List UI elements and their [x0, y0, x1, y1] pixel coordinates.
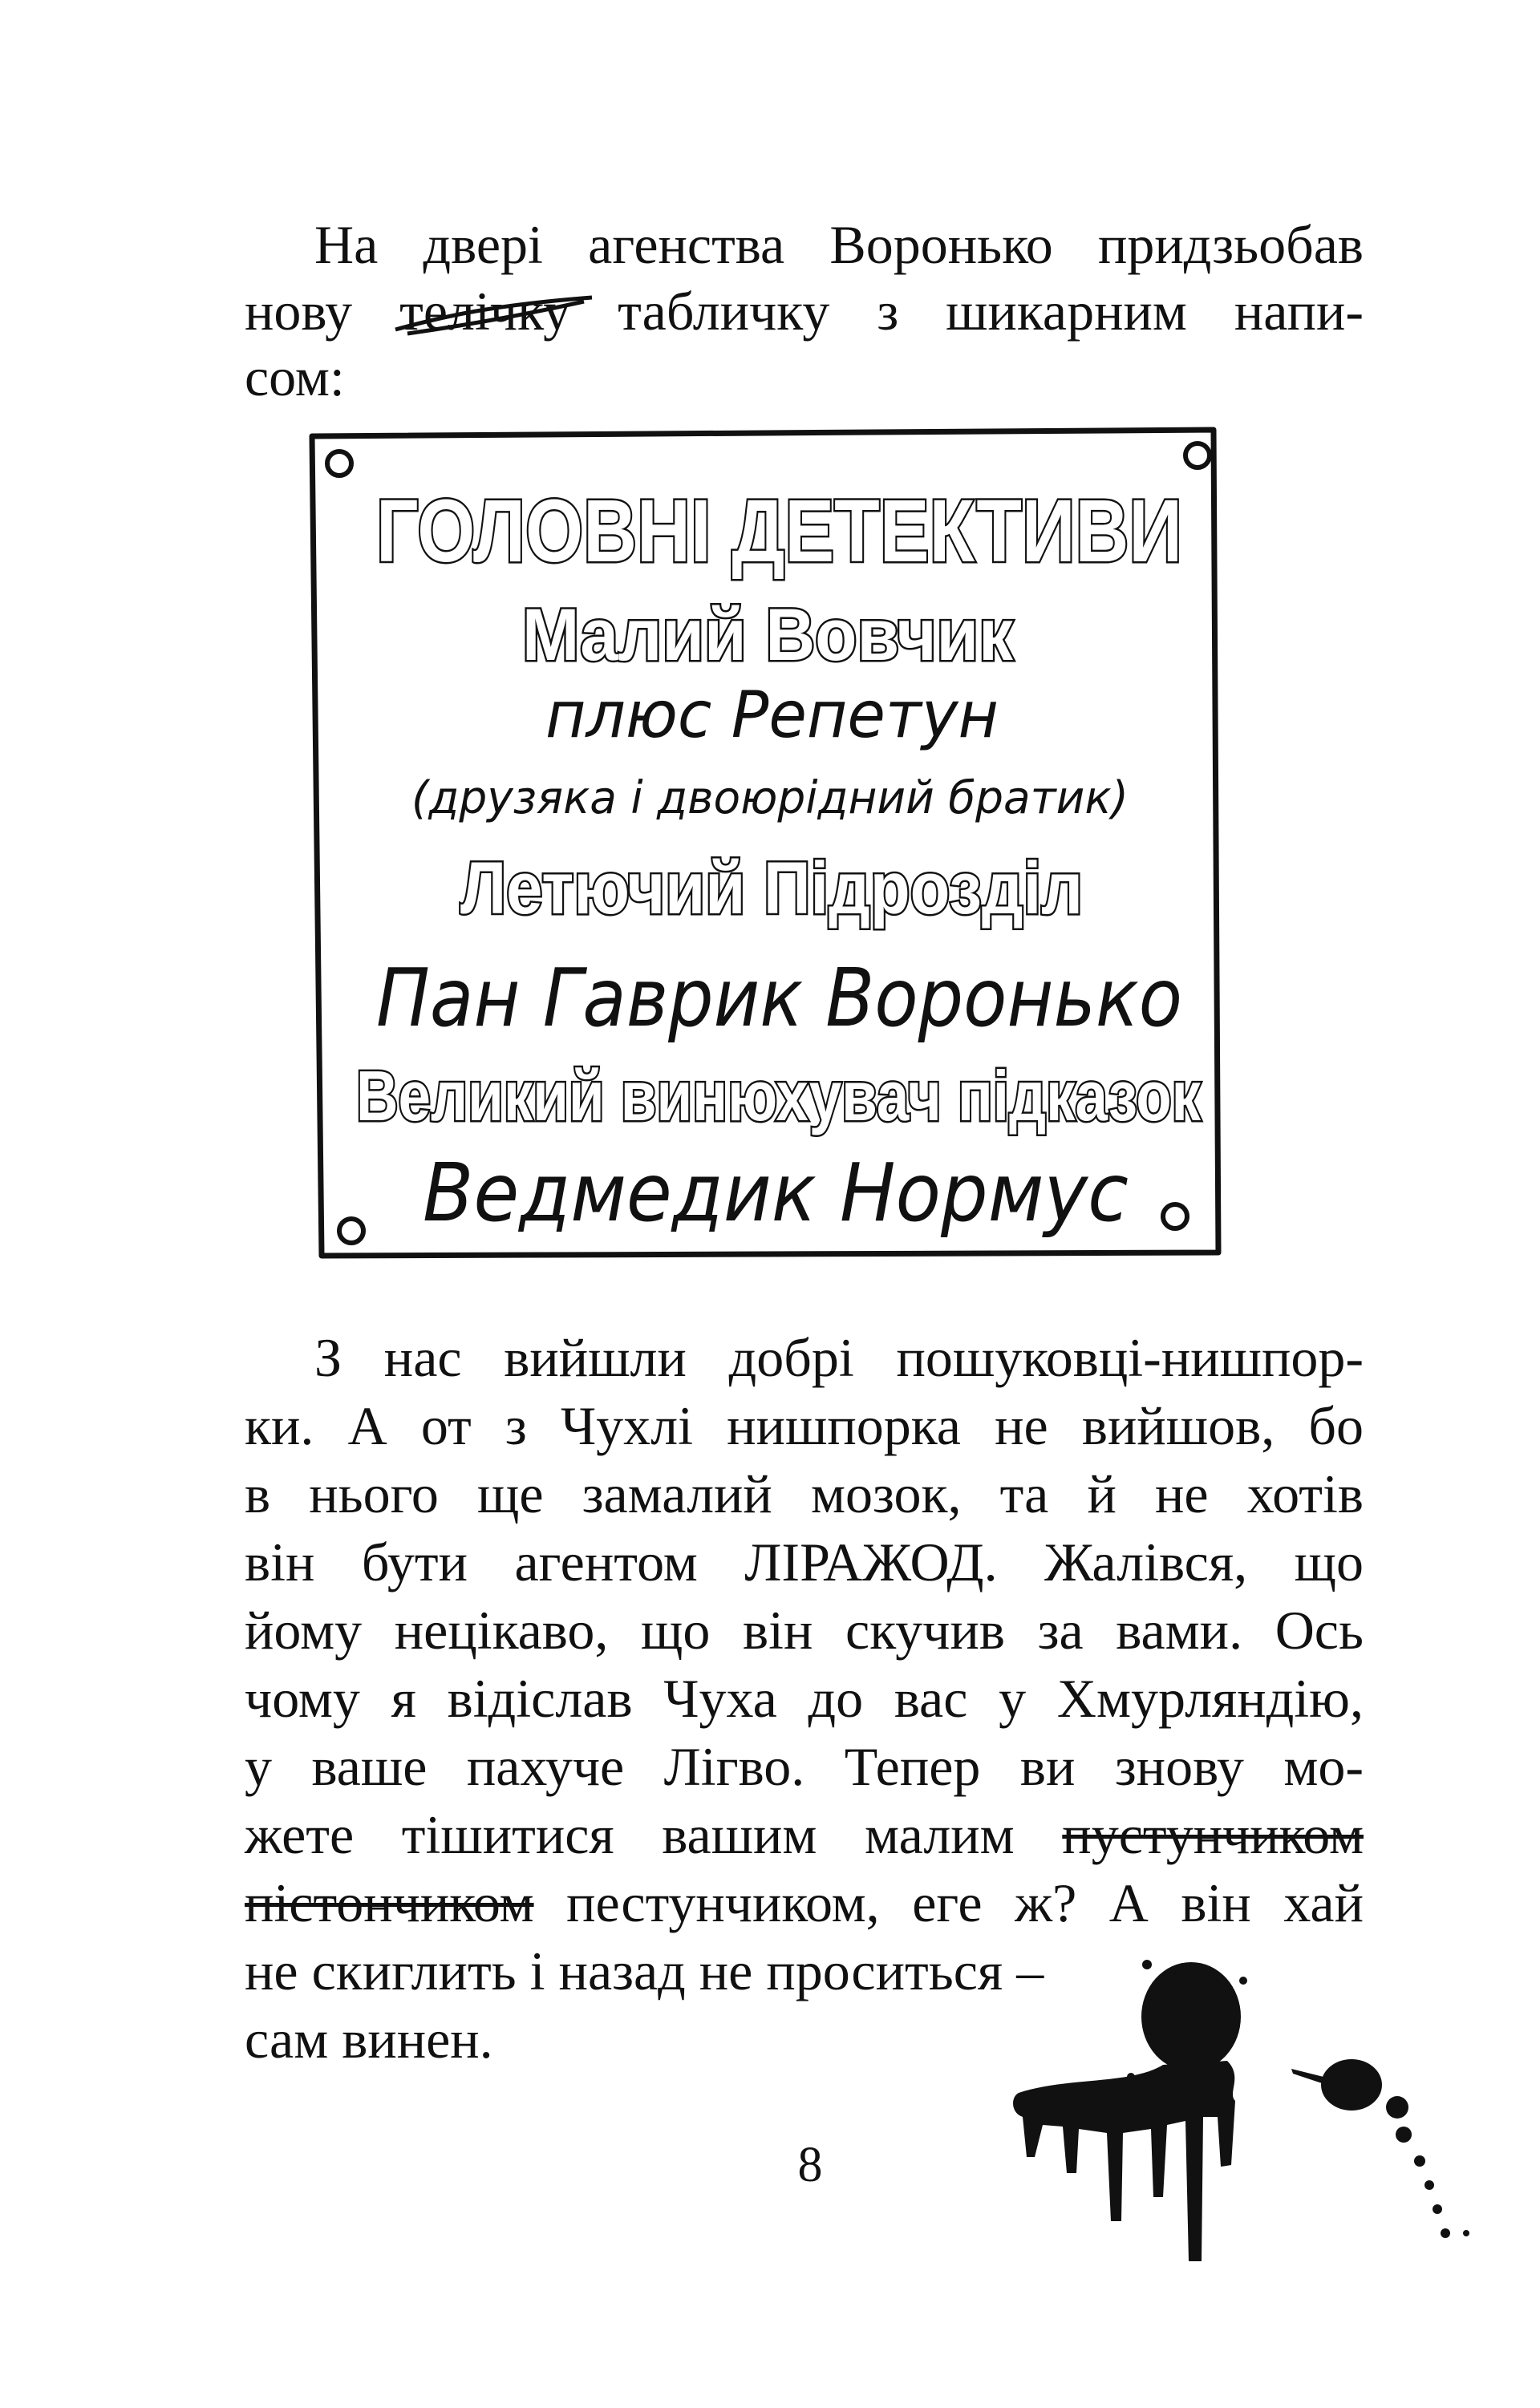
text-line: чому я відіслав Чуха до вас у Хмурляндію, — [245, 1668, 1364, 1729]
sign-line: плюс Репетун — [545, 678, 999, 752]
sign-title: ГОЛОВНІ ДЕТЕКТИВИ — [376, 482, 1182, 581]
struck-text: телічку — [399, 281, 571, 342]
text: пестунчиком, еге ж? А він хай — [533, 1872, 1364, 1933]
text: нову — [245, 281, 400, 342]
text: жете тішитися вашим малим — [245, 1804, 1063, 1865]
sign-line: Пан Гаврик Воронько — [376, 951, 1182, 1045]
page-number: 8 — [797, 2138, 823, 2192]
ink-splat-icon — [1003, 1957, 1484, 2293]
sign-line: Великий винюхувач підказок — [356, 1056, 1202, 1135]
text-line — [245, 1869, 1364, 1937]
text: табличку з шикарним напи- — [570, 281, 1364, 342]
struck-word: пустунчиком — [1062, 1804, 1364, 1865]
text-line: йому нецікаво, що він скучив за вами. Ось — [245, 1600, 1364, 1661]
sign-line: Летючий Підрозділ — [460, 848, 1083, 929]
text-line: не скиглить і назад не проситься – — [245, 1941, 1044, 2001]
text-line: ки. А от з Чухлі нишпорка не вийшов, бо — [245, 1395, 1364, 1456]
text-line: сам винен. — [245, 2009, 493, 2070]
text-line: З нас вийшли добрі пошуковці-нишпор- — [314, 1327, 1364, 1388]
door-sign — [307, 427, 1223, 1261]
struck-word: пістончиком — [245, 1872, 534, 1933]
struck-word — [399, 277, 570, 346]
sign-line: (друзяка і двоюрідний братик) — [411, 772, 1129, 824]
text-line: у ваше пахуче Лігво. Тепер ви знову мо- — [245, 1736, 1364, 1797]
text-line — [245, 1801, 1364, 1869]
sign-line: Малий Вовчик — [522, 594, 1014, 676]
text-line — [245, 277, 1364, 346]
text-line: На двері агенства Воронько придзьобав — [314, 214, 1364, 275]
text-line: в нього ще замалий мозок, та й не хотів — [245, 1463, 1364, 1524]
sign-line: Ведмедик Нормус — [423, 1146, 1129, 1240]
scribble-mark — [391, 293, 600, 342]
text-line: сом: — [245, 346, 345, 407]
text-line: він бути агентом ЛІРАЖОД. Жалівся, що — [245, 1532, 1364, 1593]
